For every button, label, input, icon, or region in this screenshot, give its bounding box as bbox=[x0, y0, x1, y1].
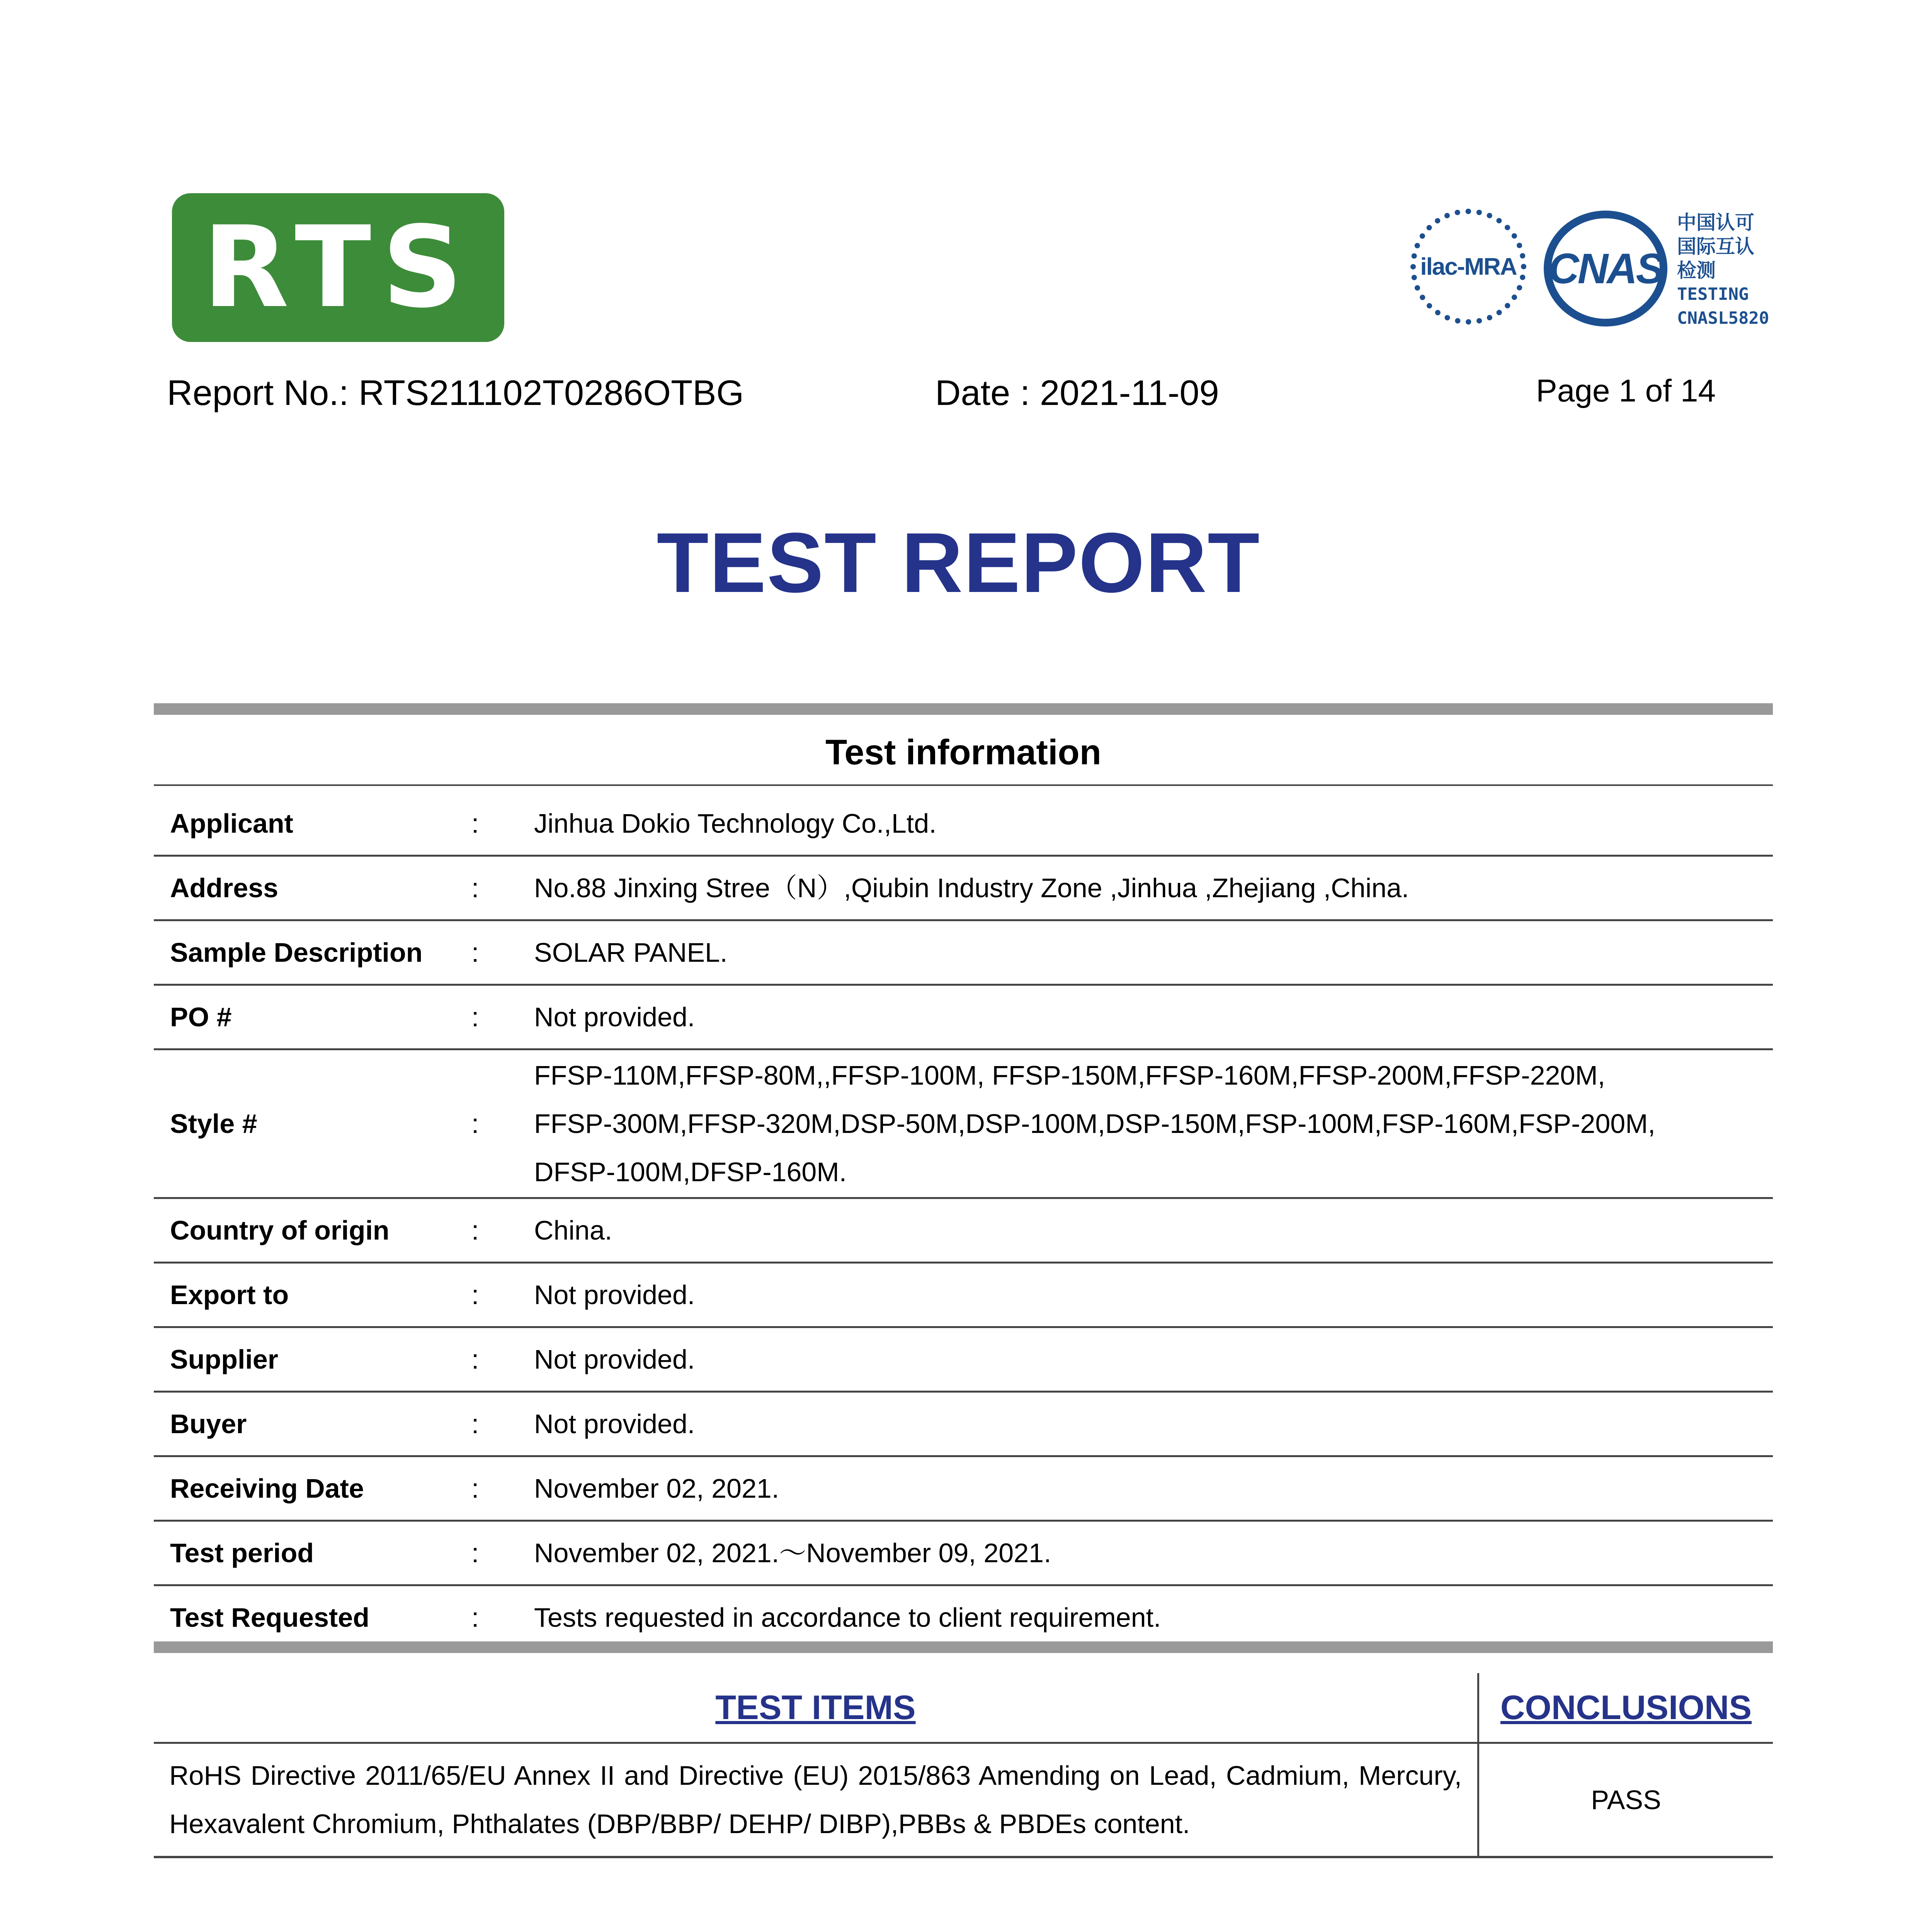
cnas-cn-line3: 检测 bbox=[1677, 260, 1716, 281]
info-value-line: FFSP-300M,FFSP-320M,DSP-50M,DSP-100M,DSP-150M,FSP-100M,FSP-160M,FSP-200M, bbox=[534, 1108, 1655, 1139]
report-date: Date : 2021-11-09 bbox=[935, 373, 1219, 413]
info-label: Address bbox=[154, 856, 471, 920]
test-item-description: RoHS Directive 2011/65/EU Annex II and Directive (EU) 2015/863 Amending on Lead, Cadmium, Mercury, Hexavalent Chromium, Phthalates (DBP/BBP/ DEHP/ DIBP),PBBs & PBDEs content. bbox=[154, 1743, 1478, 1857]
info-value: Not provided. bbox=[518, 1263, 1773, 1327]
info-colon: : bbox=[471, 1392, 518, 1456]
test-items-table bbox=[154, 1673, 1773, 1858]
report-number: Report No.: RTS211102T0286OTBG bbox=[167, 373, 744, 413]
conclusions-header: CONCLUSIONS bbox=[1478, 1673, 1773, 1743]
info-row bbox=[154, 1263, 1773, 1327]
info-label: Applicant bbox=[154, 792, 471, 856]
info-value: Not provided. bbox=[518, 1392, 1773, 1456]
section-title: Test information bbox=[825, 733, 1101, 772]
info-colon: : bbox=[471, 1327, 518, 1392]
section-bottom-bar bbox=[154, 1641, 1773, 1653]
info-row bbox=[154, 1521, 1773, 1585]
info-label: PO # bbox=[154, 985, 471, 1049]
test-items-header: TEST ITEMS bbox=[154, 1673, 1478, 1743]
logo-text: RTS bbox=[202, 202, 474, 333]
info-value-line: FFSP-110M,FFSP-80M,,FFSP-100M, FFSP-150M,FFSP-160M,FFSP-200M,FFSP-220M, bbox=[534, 1060, 1606, 1090]
info-label: Country of origin bbox=[154, 1198, 471, 1263]
page-title: TEST REPORT bbox=[657, 515, 1260, 610]
info-value: Tests requested in accordance to client requirement. bbox=[518, 1585, 1773, 1650]
info-label: Style # bbox=[154, 1049, 471, 1198]
info-colon: : bbox=[471, 1198, 518, 1263]
info-value bbox=[518, 1049, 1773, 1198]
info-colon: : bbox=[471, 985, 518, 1049]
info-value-line: DFSP-100M,DFSP-160M. bbox=[534, 1156, 847, 1187]
info-table bbox=[154, 792, 1773, 1651]
info-value: SOLAR PANEL. bbox=[518, 920, 1773, 985]
info-label: Buyer bbox=[154, 1392, 471, 1456]
cnas-cn-line1: 中国认可 bbox=[1677, 212, 1754, 233]
info-row bbox=[154, 1327, 1773, 1392]
info-label: Supplier bbox=[154, 1327, 471, 1392]
info-label: Test period bbox=[154, 1521, 471, 1585]
info-row bbox=[154, 1585, 1773, 1650]
info-value: China. bbox=[518, 1198, 1773, 1263]
cnas-cn-line2: 国际互认 bbox=[1677, 236, 1754, 257]
info-value: Not provided. bbox=[518, 1327, 1773, 1392]
info-row bbox=[154, 792, 1773, 856]
info-value: No.88 Jinxing Stree（N）,Qiubin Industry Zone ,Jinhua ,Zhejiang ,China. bbox=[518, 856, 1773, 920]
cnas-testing: TESTING bbox=[1677, 284, 1749, 304]
info-label: Sample Description bbox=[154, 920, 471, 985]
info-label: Export to bbox=[154, 1263, 471, 1327]
section-top-bar bbox=[154, 703, 1773, 715]
info-colon: : bbox=[471, 1456, 518, 1521]
info-colon: : bbox=[471, 920, 518, 985]
info-colon: : bbox=[471, 1585, 518, 1650]
info-row bbox=[154, 1049, 1773, 1198]
info-value: Not provided. bbox=[518, 985, 1773, 1049]
info-row bbox=[154, 1198, 1773, 1263]
info-label: Receiving Date bbox=[154, 1456, 471, 1521]
info-colon: : bbox=[471, 1521, 518, 1585]
cnas-caption bbox=[1677, 211, 1793, 330]
info-value: Jinhua Dokio Technology Co.,Ltd. bbox=[518, 792, 1773, 856]
info-label: Test Requested bbox=[154, 1585, 471, 1650]
info-colon: : bbox=[471, 1263, 518, 1327]
cnas-logo bbox=[1544, 211, 1667, 327]
info-row bbox=[154, 856, 1773, 920]
section-title-divider bbox=[154, 784, 1773, 786]
test-result: PASS bbox=[1478, 1743, 1773, 1857]
ilac-mra-logo bbox=[1410, 209, 1526, 325]
rts-logo bbox=[172, 193, 504, 342]
info-colon: : bbox=[471, 792, 518, 856]
info-colon: : bbox=[471, 856, 518, 920]
info-value: November 02, 2021. bbox=[518, 1456, 1773, 1521]
info-row bbox=[154, 920, 1773, 985]
page-number: Page 1 of 14 bbox=[1536, 373, 1716, 408]
info-row bbox=[154, 1392, 1773, 1456]
info-row bbox=[154, 1456, 1773, 1521]
cnas-cert-no: CNASL5820 bbox=[1677, 308, 1769, 328]
info-colon: : bbox=[471, 1049, 518, 1198]
ilac-text: ilac-MRA bbox=[1420, 253, 1517, 280]
info-value: November 02, 2021.～November 09, 2021. bbox=[518, 1521, 1773, 1585]
cnas-text: CNAS bbox=[1548, 245, 1663, 293]
info-row bbox=[154, 985, 1773, 1049]
